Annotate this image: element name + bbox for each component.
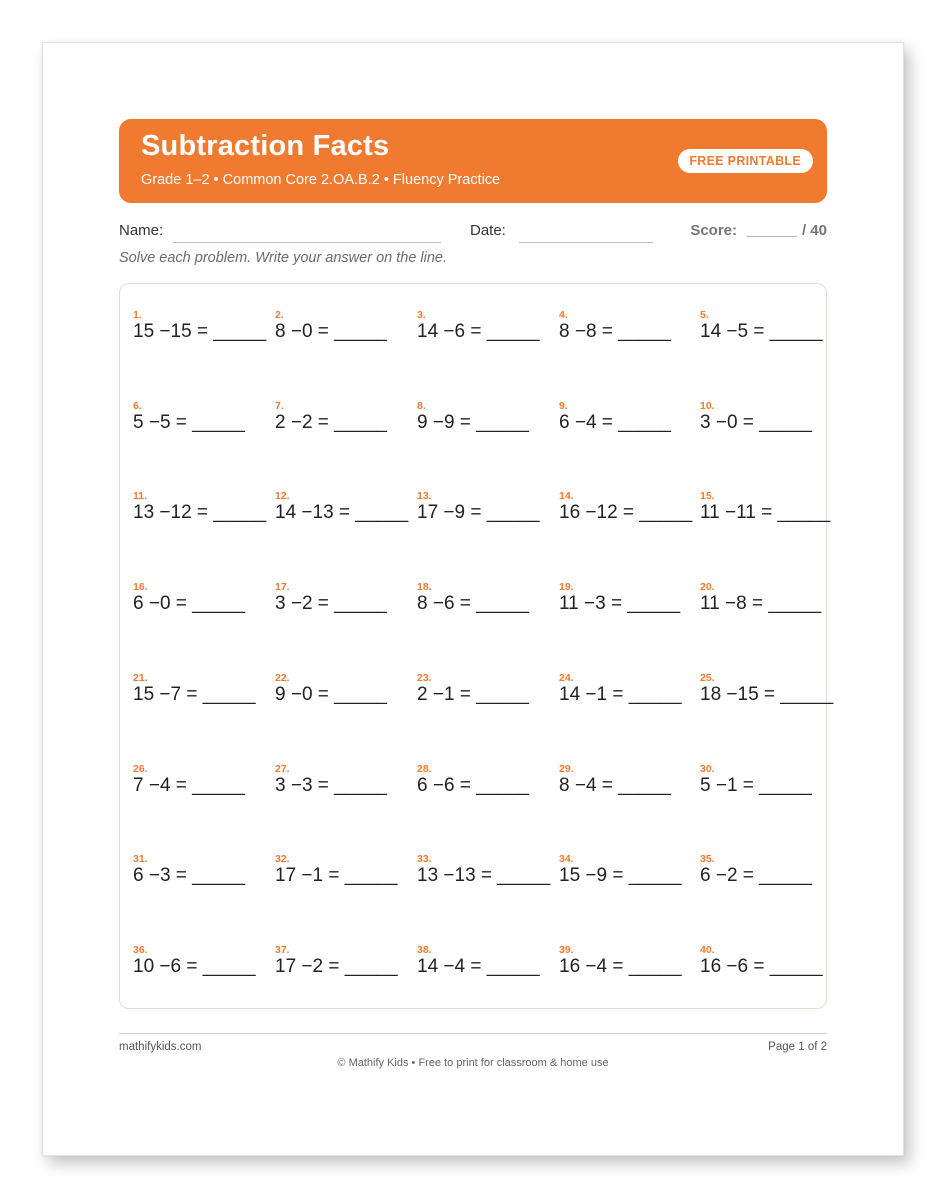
problem-item [133,309,283,355]
problem-number: 12. [275,490,290,502]
problem-item [417,581,567,627]
problem-expression[interactable]: 6 −2 = _____ [700,865,812,886]
problem-item [275,944,425,990]
date-label: Date: [470,222,506,239]
problem-item [559,672,709,718]
date-field[interactable] [519,242,653,243]
problem-number: 9. [559,400,568,412]
problem-number: 20. [700,581,715,593]
problem-expression[interactable]: 8 −0 = _____ [275,321,387,342]
problem-number: 19. [559,581,574,593]
problem-item [133,944,283,990]
problem-number: 18. [417,581,432,593]
problem-number: 6. [133,400,142,412]
problem-number: 26. [133,763,148,775]
problem-item [417,763,567,809]
problem-item [700,944,850,990]
worksheet-page [42,42,904,1156]
problem-expression[interactable]: 8 −4 = _____ [559,775,671,796]
problem-expression[interactable]: 5 −5 = _____ [133,412,245,433]
problem-item [700,490,850,536]
problem-number: 32. [275,853,290,865]
problem-expression[interactable]: 8 −6 = _____ [417,593,529,614]
problem-item [133,763,283,809]
problem-item [417,309,567,355]
problem-item [275,763,425,809]
problem-item [559,853,709,899]
problem-number: 34. [559,853,574,865]
problem-item [700,763,850,809]
problem-expression[interactable]: 14 −6 = _____ [417,321,540,342]
score-total: / 40 [801,222,827,239]
problem-expression[interactable]: 14 −13 = _____ [275,502,409,523]
problem-item [133,490,283,536]
problem-expression[interactable]: 6 −0 = _____ [133,593,245,614]
problem-expression[interactable]: 2 −2 = _____ [275,412,387,433]
problem-item [700,853,850,899]
problem-item [700,400,850,446]
problem-number: 28. [417,763,432,775]
problem-item [275,400,425,446]
problem-expression[interactable]: 6 −3 = _____ [133,865,245,886]
problem-expression[interactable]: 17 −2 = _____ [275,956,398,977]
problem-number: 29. [559,763,574,775]
problem-item [133,400,283,446]
problem-item [275,490,425,536]
problem-number: 2. [275,309,284,321]
problem-item [417,672,567,718]
problem-expression[interactable]: 16 −6 = _____ [700,956,823,977]
problem-number: 16. [133,581,148,593]
problem-number: 8. [417,400,426,412]
problem-expression[interactable]: 11 −8 = _____ [700,593,822,614]
problem-number: 24. [559,672,574,684]
problem-expression[interactable]: 17 −1 = _____ [275,865,398,886]
problem-expression[interactable]: 3 −0 = _____ [700,412,812,433]
problem-item [275,853,425,899]
problem-number: 31. [133,853,148,865]
problem-expression[interactable]: 2 −1 = _____ [417,684,529,705]
problem-expression[interactable]: 14 −1 = _____ [559,684,682,705]
problem-number: 23. [417,672,432,684]
free-printable-badge: FREE PRINTABLE [678,149,813,173]
name-label: Name: [119,222,164,239]
problem-expression[interactable]: 15 −7 = _____ [133,684,256,705]
score-field[interactable]: ______ [746,222,797,239]
footer-copyright: © Mathify Kids • Free to print for classroom & home use [337,1057,609,1069]
problem-number: 30. [700,763,715,775]
problem-number: 21. [133,672,148,684]
problem-expression[interactable]: 8 −8 = _____ [559,321,671,342]
name-field[interactable] [173,242,441,243]
problem-item [700,309,850,355]
problem-number: 13. [417,490,432,502]
page-title: Subtraction Facts [141,130,390,162]
problem-expression[interactable]: 6 −6 = _____ [417,775,529,796]
problem-item [417,490,567,536]
problem-expression[interactable]: 17 −9 = _____ [417,502,540,523]
problem-expression[interactable]: 14 −5 = _____ [700,321,823,342]
problem-number: 36. [133,944,148,956]
problem-number: 40. [700,944,715,956]
problem-item [559,309,709,355]
problem-expression[interactable]: 14 −4 = _____ [417,956,540,977]
problem-expression[interactable]: 10 −6 = _____ [133,956,256,977]
footer-divider [119,1033,827,1034]
problem-number: 37. [275,944,290,956]
problem-expression[interactable]: 18 −15 = _____ [700,684,834,705]
title-banner [119,119,827,203]
problem-item [275,581,425,627]
problem-item [559,581,709,627]
problem-number: 11. [133,490,148,502]
problem-number: 4. [559,309,568,321]
problem-item [133,581,283,627]
problem-expression[interactable]: 5 −1 = _____ [700,775,812,796]
problem-expression[interactable]: 3 −3 = _____ [275,775,387,796]
problem-expression[interactable]: 16 −12 = _____ [559,502,693,523]
problem-item [559,490,709,536]
problem-item [417,944,567,990]
problem-item [275,672,425,718]
problem-number: 3. [417,309,426,321]
problem-number: 22. [275,672,290,684]
problem-expression[interactable]: 11 −11 = _____ [700,502,831,523]
page-subtitle: Grade 1–2 • Common Core 2.OA.B.2 • Fluency Practice [141,172,501,188]
problem-expression[interactable]: 3 −2 = _____ [275,593,387,614]
problem-number: 7. [275,400,284,412]
problem-item [275,309,425,355]
problem-item [559,763,709,809]
problem-item [417,400,567,446]
problem-expression[interactable]: 6 −4 = _____ [559,412,671,433]
problem-expression[interactable]: 9 −0 = _____ [275,684,387,705]
problem-expression[interactable]: 13 −12 = _____ [133,502,267,523]
instructions: Solve each problem. Write your answer on the line. [119,250,448,266]
student-info-row [119,222,827,246]
problem-number: 25. [700,672,715,684]
problem-number: 27. [275,763,290,775]
problem-expression[interactable]: 7 −4 = _____ [133,775,245,796]
problem-grid [119,283,834,1009]
problem-expression[interactable]: 9 −9 = _____ [417,412,529,433]
problem-expression[interactable]: 13 −13 = _____ [417,865,551,886]
problem-number: 17. [275,581,290,593]
problem-expression[interactable]: 11 −3 = _____ [559,593,681,614]
problem-number: 15. [700,490,715,502]
problem-number: 39. [559,944,574,956]
problem-item [559,944,709,990]
problem-item [700,581,850,627]
footer-page-number: Page 1 of 2 [768,1041,827,1053]
problem-item [133,672,283,718]
problem-item [700,672,850,718]
footer-site: mathifykids.com [119,1041,202,1053]
problem-item [133,853,283,899]
problem-number: 10. [700,400,715,412]
score-label: Score: [690,222,737,239]
problem-number: 14. [559,490,574,502]
problem-expression[interactable]: 16 −4 = _____ [559,956,682,977]
problem-number: 5. [700,309,709,321]
problem-item [559,400,709,446]
problem-number: 35. [700,853,715,865]
problem-number: 1. [133,309,142,321]
problem-expression[interactable]: 15 −9 = _____ [559,865,682,886]
problem-number: 38. [417,944,432,956]
problem-number: 33. [417,853,432,865]
problem-expression[interactable]: 15 −15 = _____ [133,321,267,342]
problem-item [417,853,567,899]
